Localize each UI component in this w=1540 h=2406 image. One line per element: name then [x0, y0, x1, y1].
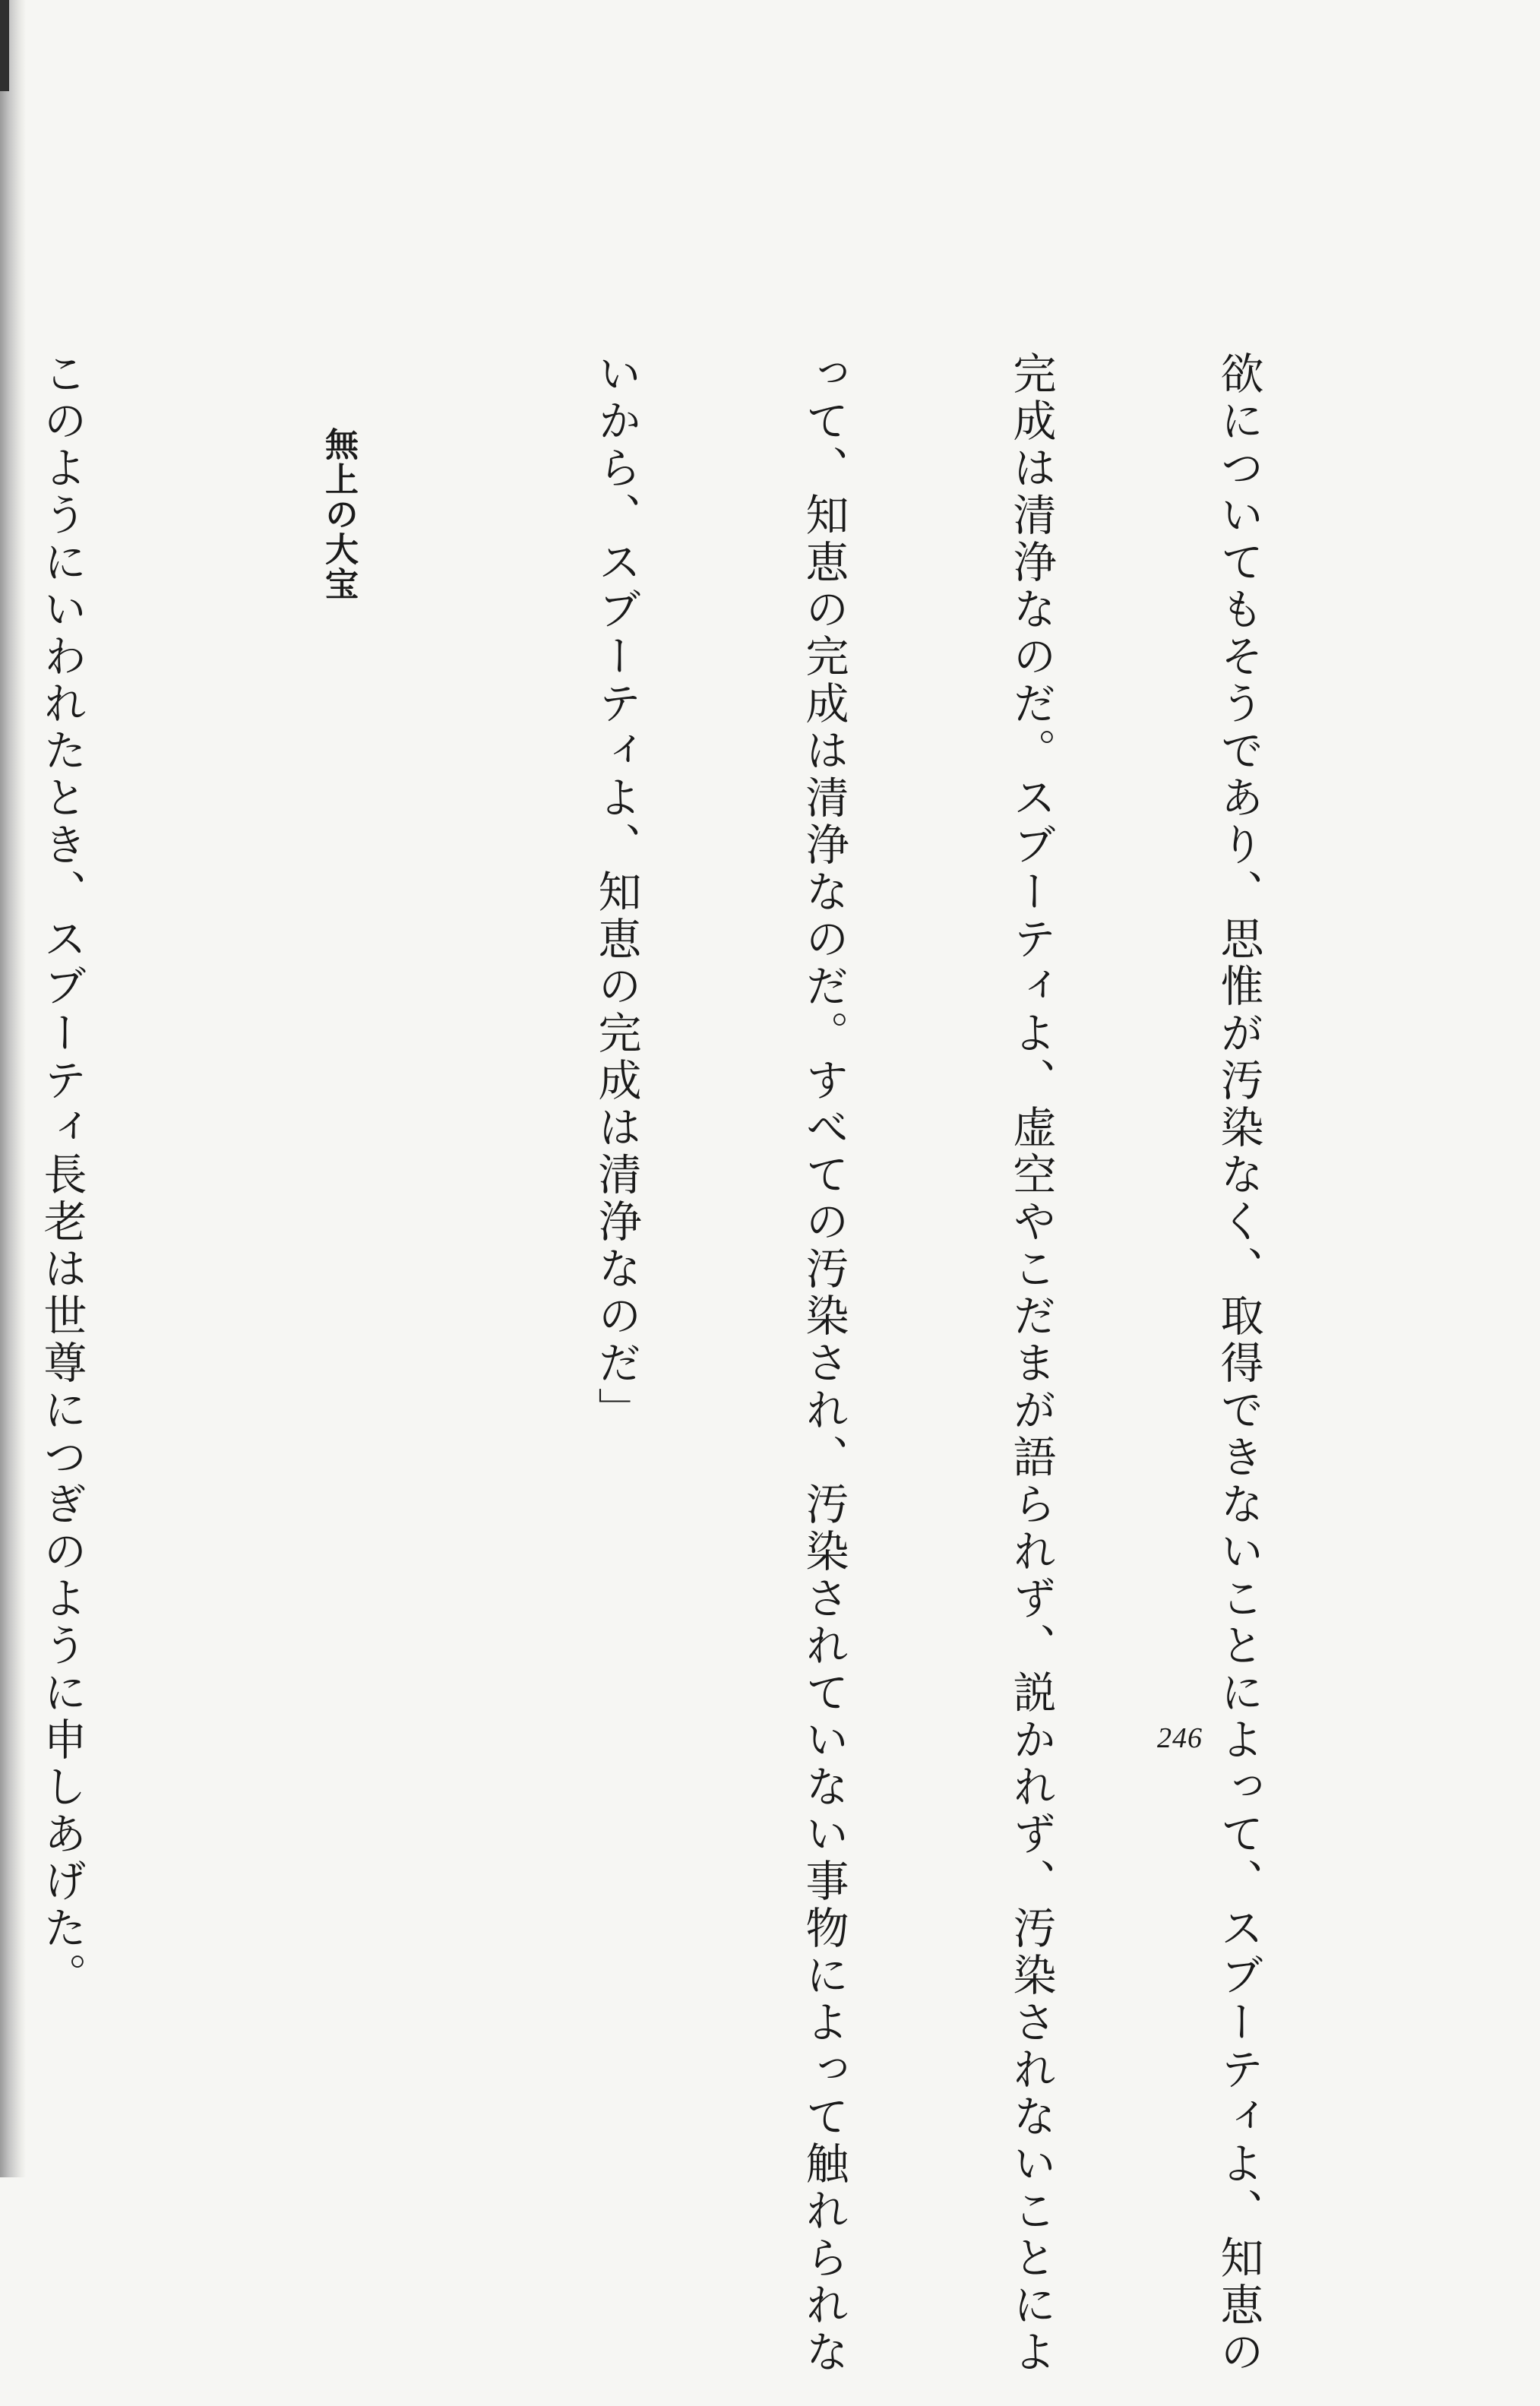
vertical-text-block [0, 351, 1411, 2376]
text-line: 完成は清浄なのだ。スブーティよ、虚空やこだまが語られず、説かれず、汚染されないことによ [1006, 351, 1056, 2376]
text-line: いから、スブーティよ、知恵の完成は清浄なのだ」 [591, 351, 641, 1434]
page-number: 246 [1157, 1722, 1203, 1754]
text-line: このようにいわれたとき、スブーティ長老は世尊につぎのように申しあげた。 [36, 351, 87, 2000]
text-line: 欲についてもそうであり、思惟が汚染なく、取得できないことによって、スブーティよ、知恵の [1213, 351, 1263, 2376]
section-heading: 無上の大宝 [319, 427, 358, 602]
text-line: って、知恵の完成は清浄なのだ。すべての汚染され、汚染されていない事物によって触れられな [798, 351, 849, 2376]
